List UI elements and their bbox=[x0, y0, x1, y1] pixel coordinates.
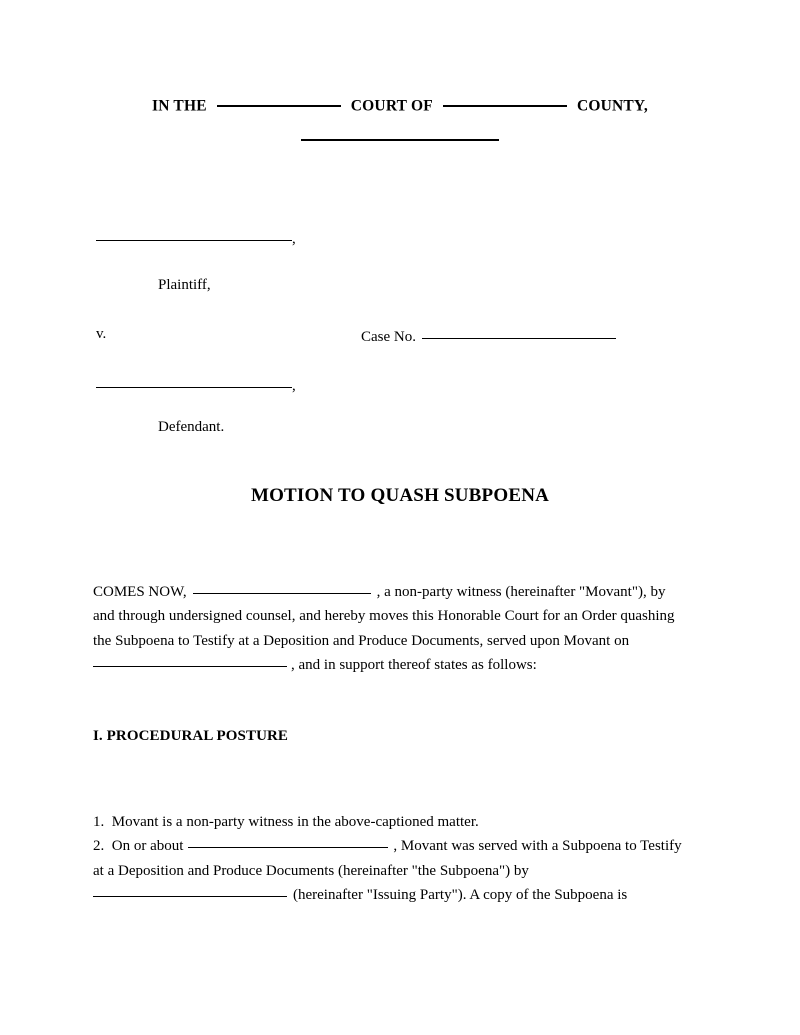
defendant-name-blank[interactable] bbox=[96, 375, 292, 388]
list-item-continuation: at a Deposition and Produce Documents (hereinafter "the Subpoena") by bbox=[93, 862, 529, 879]
case-caption bbox=[96, 228, 716, 449]
plaintiff-name-comma: , bbox=[292, 231, 296, 247]
plaintiff-name-blank[interactable] bbox=[96, 228, 292, 241]
intro-line-2: and through undersigned counsel, and hereby moves this Honorable Court for an Order quashing bbox=[93, 608, 675, 625]
county-name-blank[interactable] bbox=[443, 93, 567, 107]
list-item-text: Movant is a non-party witness in the above-captioned matter. bbox=[111, 814, 479, 830]
court-header-line-2 bbox=[0, 126, 800, 148]
issuing-party-tail: (hereinafter "Issuing Party"). A copy of the Subpoena is bbox=[293, 886, 628, 903]
state-name-blank[interactable] bbox=[301, 126, 499, 140]
defendant-role-label: Defendant. bbox=[158, 419, 225, 435]
court-header-line-1 bbox=[0, 93, 800, 115]
intro-paragraph bbox=[93, 580, 708, 677]
caption-row-defendant-name bbox=[96, 375, 716, 419]
intro-line-4 bbox=[93, 653, 708, 677]
caption-row-defendant-role bbox=[96, 419, 716, 449]
case-number-blank[interactable] bbox=[422, 326, 616, 339]
subpoena-service-date-blank[interactable] bbox=[188, 835, 388, 848]
intro-line-1 bbox=[93, 580, 708, 604]
issuing-party-blank[interactable] bbox=[93, 884, 287, 897]
in-the-label: IN THE bbox=[152, 97, 207, 115]
plaintiff-name-field bbox=[96, 228, 296, 248]
intro-line-4-tail: , and in support thereof states as follows: bbox=[291, 656, 537, 673]
defendant-name-comma: , bbox=[292, 378, 296, 394]
list-item-text: , Movant was served with a Subpoena to Testify bbox=[393, 838, 682, 855]
intro-line-1-tail: , a non-party witness (hereinafter "Movant"), by bbox=[376, 584, 666, 600]
movant-name-blank[interactable] bbox=[193, 581, 371, 594]
page-title: MOTION TO QUASH SUBPOENA bbox=[250, 485, 550, 506]
list-item bbox=[93, 810, 708, 834]
caption-row-versus bbox=[96, 326, 716, 375]
section-heading-procedural-posture: I. PROCEDURAL POSTURE bbox=[93, 728, 289, 744]
on-or-about-label: On or about bbox=[111, 838, 184, 855]
caption-row-plaintiff-name bbox=[96, 228, 716, 277]
court-header bbox=[0, 93, 800, 149]
service-date-blank[interactable] bbox=[93, 654, 287, 667]
county-label: COUNTY, bbox=[576, 97, 648, 115]
list-item-number: 1. bbox=[93, 814, 105, 830]
defendant-name-field bbox=[96, 375, 296, 395]
court-of-label: COURT OF bbox=[350, 97, 433, 115]
caption-row-plaintiff-role bbox=[96, 277, 716, 326]
case-number-label: Case No. bbox=[361, 329, 416, 345]
list-item-continuation bbox=[93, 883, 708, 907]
numbered-list bbox=[93, 810, 708, 907]
case-number-field bbox=[361, 326, 616, 346]
versus-label: v. bbox=[96, 326, 107, 342]
list-item bbox=[93, 834, 708, 858]
comes-now-label: COMES NOW, bbox=[93, 584, 187, 600]
intro-line-3: the Subpoena to Testify at a Deposition and Produce Documents, served upon Movant on bbox=[93, 632, 630, 649]
court-name-blank[interactable] bbox=[217, 93, 341, 107]
plaintiff-role-label: Plaintiff, bbox=[158, 277, 211, 293]
list-item-number: 2. bbox=[93, 838, 105, 855]
